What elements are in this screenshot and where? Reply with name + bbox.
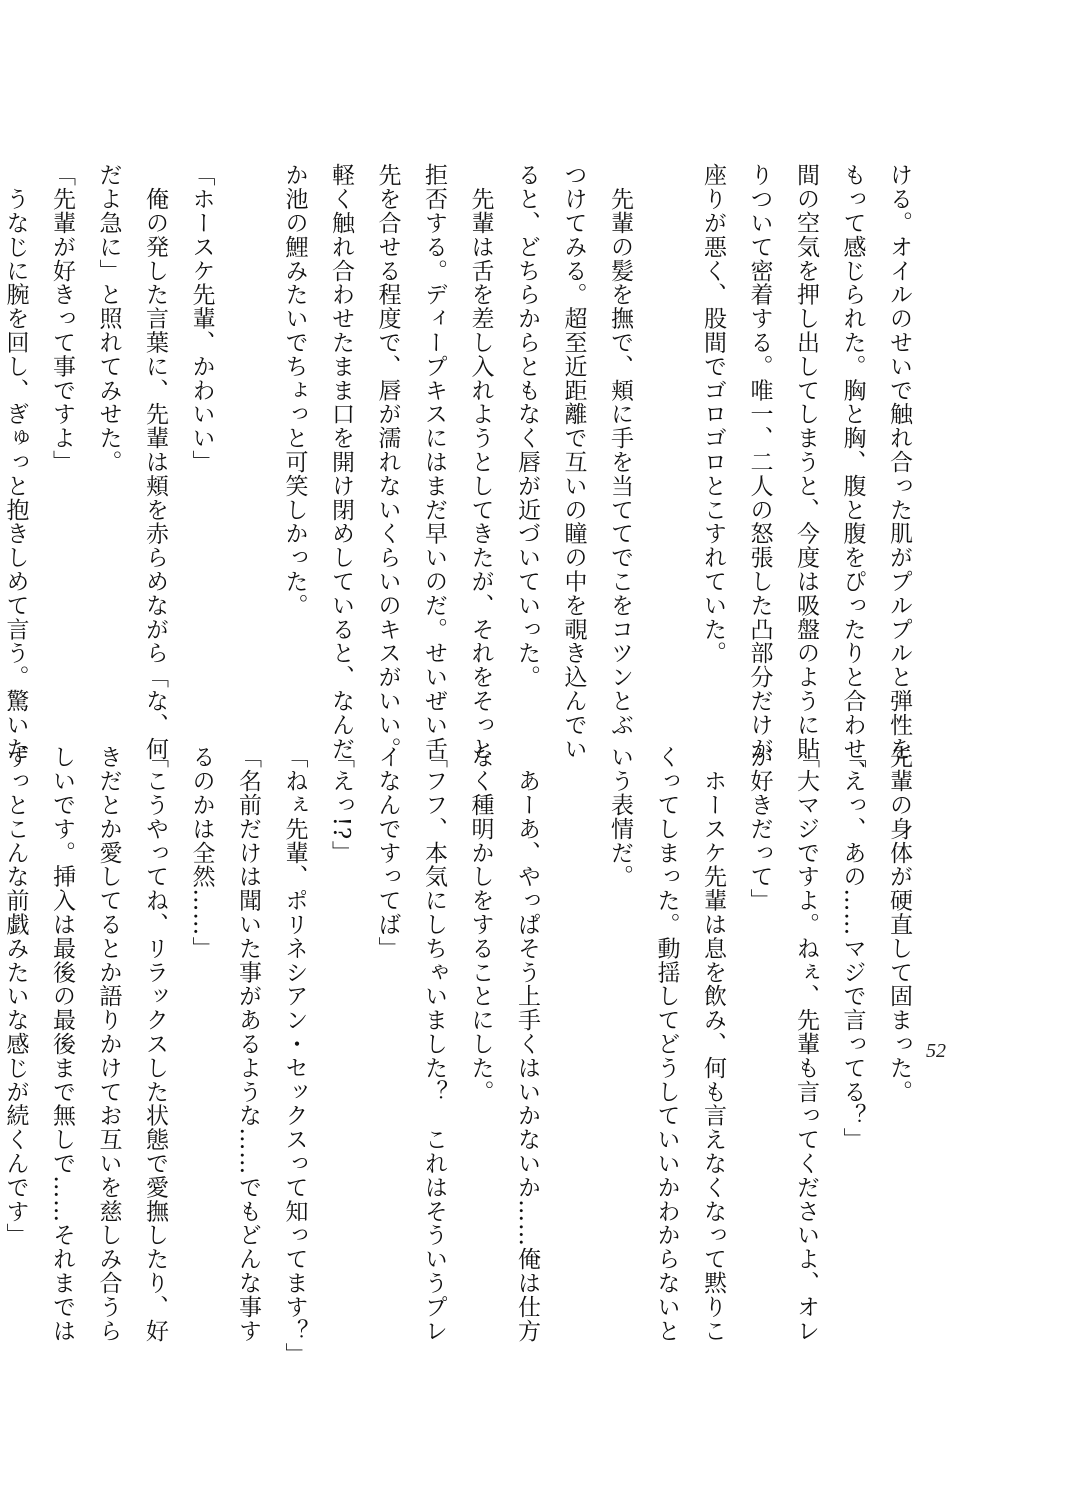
text-line: 「ホースケ先輩、かわいい」 (188, 163, 215, 474)
text-line: 間の空気を押し出してしまうと、今度は吸盤のように貼 (793, 163, 819, 761)
text-line: 先を合せる程度で、唇が濡れないくらいのキスがいい。 (374, 163, 401, 761)
text-line: もって感じられた。胸と胸、腹と腹をぴったりと合わせ、 (839, 163, 866, 785)
lower-text-block (0, 745, 922, 1367)
text-line (550, 745, 597, 1305)
text-line: が好きだって」 (746, 745, 773, 913)
text-line: 軽く触れ合わせたまま口を開け閉めしていると、なんだ (328, 163, 354, 761)
text-line: ると、どちらからともなく唇が近づいていった。 (514, 163, 540, 689)
text-line: 先輩の髪を撫で、頬に手を当ててでこをコツンとぶ (607, 163, 633, 737)
text-line: 先輩の身体が硬直して固まった。 (886, 745, 912, 1104)
text-line: 座りが悪く、股間でゴロゴロとこすれていた。 (700, 163, 726, 665)
text-line: ける。オイルのせいで触れ合った肌がプルプルと弾性を (886, 163, 912, 761)
text-line: 「フフ、本気にしちゃいました？ これはそういうプレ (421, 745, 447, 1343)
text-line: だよ急に」と照れてみせた。 (95, 163, 122, 474)
text-line: 先輩は舌を差し入れようとしてきたが、それをそっと (467, 163, 494, 761)
text-line (225, 163, 272, 723)
text-line: あーあ、やっぱそう上手くはいかないか……俺は仕方 (514, 745, 540, 1343)
text-line: きだとか愛してるとか語りかけてお互いを慈しみ合うら (95, 745, 122, 1343)
text-line: りついて密着する。唯一、二人の怒張した凸部分だけが (746, 163, 773, 761)
text-line: 拒否する。ディープキスにはまだ早いのだ。せいぜい舌 (421, 163, 447, 761)
text-line: 「えっ、あの……マジで言ってる？」 (839, 745, 866, 1152)
text-line: 俺の発した言葉に、先輩は頬を赤らめながら「な、何 (142, 163, 168, 761)
text-line: しいです。挿入は最後の最後まで無しで……それまでは (49, 745, 75, 1343)
upper-text-block (0, 163, 922, 785)
text-line (643, 163, 690, 723)
text-line: なく種明かしをすることにした。 (467, 745, 494, 1104)
text-line: 「先輩が好きって事ですよ」 (49, 163, 75, 474)
text-line: つけてみる。超至近距離で互いの瞳の中を覗き込んでい (560, 163, 587, 761)
text-line: くってしまった。動揺してどうしていいかわからないと (653, 745, 680, 1343)
text-line: るのかは全然……」 (188, 745, 215, 961)
text-line: うなじに腕を回し、ぎゅっと抱きしめて言う。驚いた (2, 163, 29, 761)
text-line: ずっとこんな前戯みたいな感じが続くんです」 (2, 745, 29, 1247)
text-line: 「こうやってね、リラックスした状態で愛撫したり、好 (142, 745, 168, 1343)
text-line: 「大マジですよ。ねぇ、先輩も言ってくださいよ、オレ (793, 745, 819, 1343)
text-line: ホースケ先輩は息を飲み、何も言えなくなって黙りこ (700, 745, 726, 1343)
text-line: いう表情だ。 (607, 745, 633, 889)
text-line: 「えっ!?」 (328, 745, 354, 864)
text-line: か池の鯉みたいでちょっと可笑しかった。 (281, 163, 308, 618)
page-number: 52 (926, 1040, 946, 1062)
text-line: 「ねぇ先輩、ポリネシアン・セックスって知ってます？」 (281, 745, 308, 1367)
text-line: イなんですってば」 (374, 745, 401, 961)
text-line: 「名前だけは聞いた事があるような……でもどんな事す (235, 745, 261, 1343)
